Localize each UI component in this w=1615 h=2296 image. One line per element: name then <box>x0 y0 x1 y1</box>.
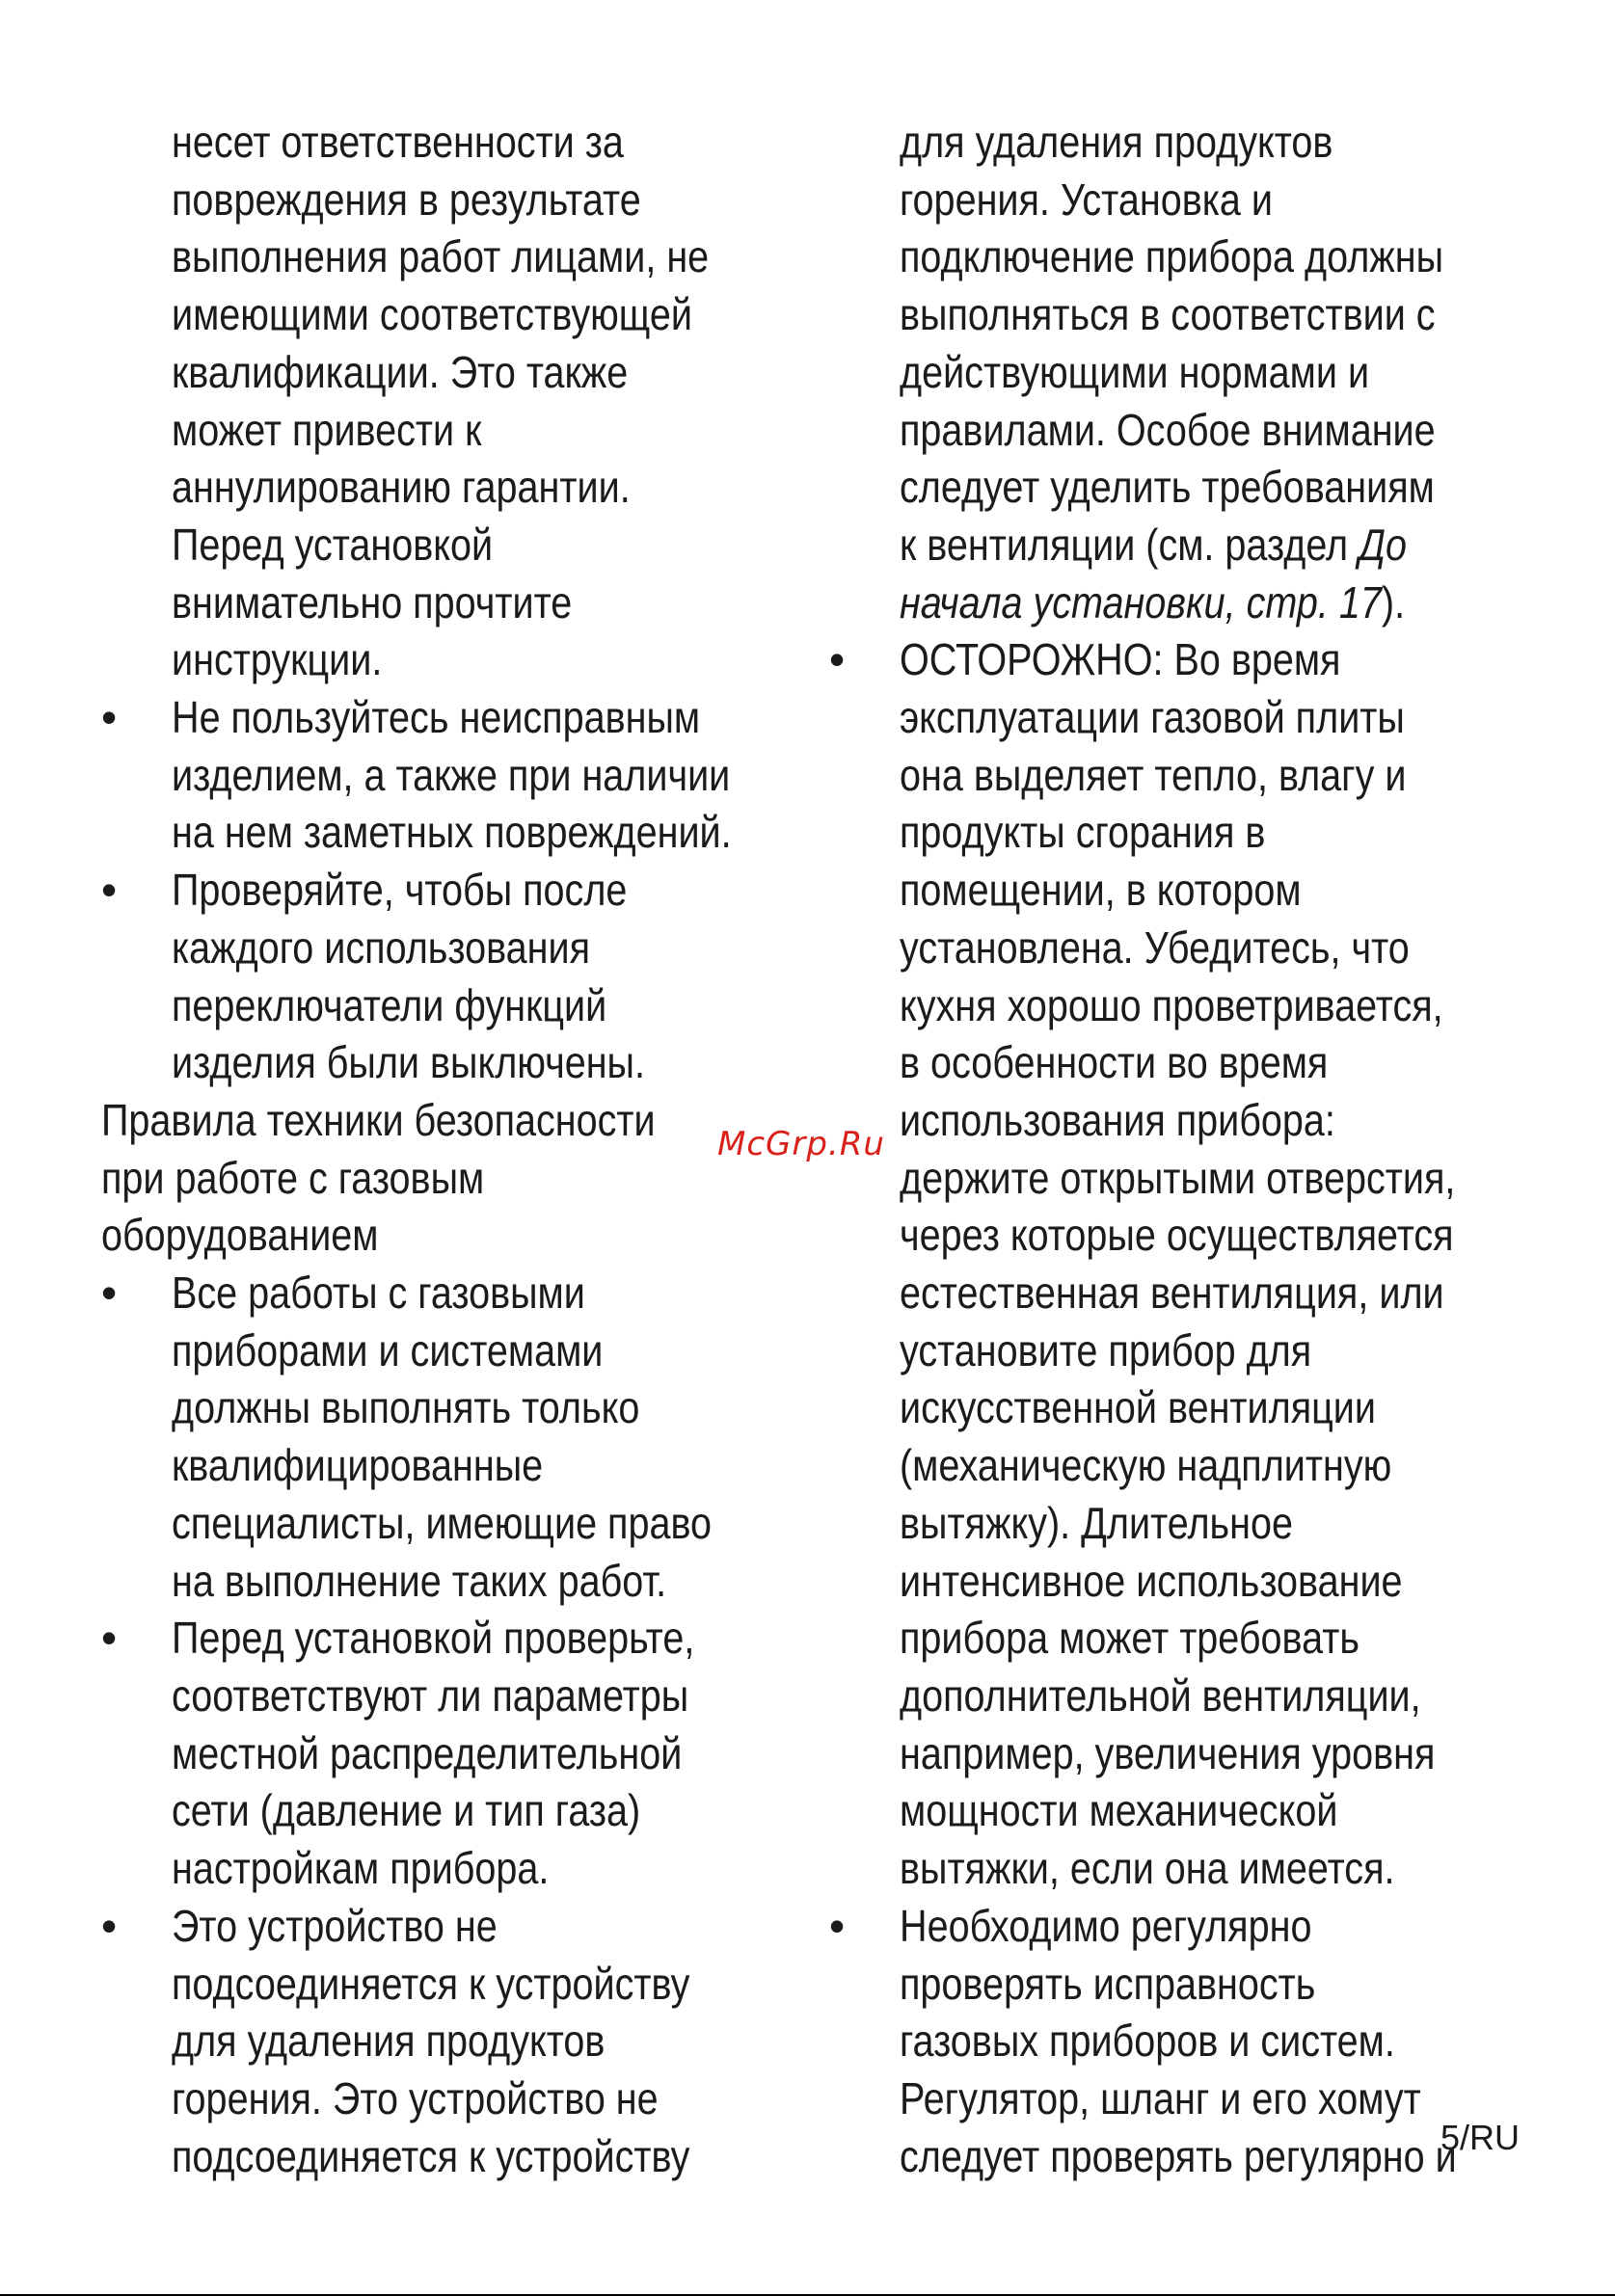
reference-prefix: к вентиляции (см. раздел <box>900 519 1359 570</box>
text-line: на нем заметных повреждений. <box>172 807 732 858</box>
text-line: правилами. Особое внимание <box>900 404 1436 455</box>
bullet-item <box>101 1610 815 1898</box>
text-line: следует уделить требованиям <box>900 462 1435 513</box>
text-line: Все работы с газовыми <box>172 1268 585 1319</box>
watermark: McGrp.Ru <box>717 1125 885 1163</box>
text-line: (механическую надплитную <box>900 1440 1392 1491</box>
bullet-icon: • <box>101 865 118 916</box>
text-line: мощности механической <box>900 1785 1338 1836</box>
bullet-icon: • <box>101 1268 118 1319</box>
reference-suffix: ). <box>1381 576 1406 627</box>
text-line: искусственной вентиляции <box>900 1382 1377 1433</box>
text-line: горения. Это устройство не <box>172 2072 659 2123</box>
reference-italic: До <box>1359 519 1407 570</box>
text-line: Необходимо регулярно <box>900 1900 1312 1951</box>
bullet-item <box>101 1265 815 1610</box>
text-line: Проверяйте, чтобы после <box>172 865 628 916</box>
text-line: выполнения работ лицами, не <box>172 231 710 282</box>
reference-line <box>900 517 1436 574</box>
text-line: специалисты, имеющие право <box>172 1497 713 1548</box>
page-number: 5/RU <box>1440 2118 1521 2157</box>
text-line: действующими нормами и <box>900 346 1370 397</box>
left-intro-paragraph <box>101 114 815 689</box>
text-line: прибора может требовать <box>900 1613 1359 1664</box>
text-line: она выделяет тепло, влагу и <box>900 749 1407 800</box>
text-line: для удаления продуктов <box>172 2016 606 2067</box>
left-column <box>101 114 815 2185</box>
right-column <box>829 114 1523 2185</box>
text-line: может привести к <box>172 404 482 455</box>
text-line: интенсивное использование <box>900 1555 1403 1606</box>
text-line: например, увеличения уровня <box>900 1727 1436 1778</box>
text-line: для удаления продуктов <box>900 117 1333 167</box>
text-line: должны выполнять только <box>172 1382 640 1433</box>
text-line: установите прибор для <box>900 1324 1312 1375</box>
text-line: помещении, в котором <box>900 865 1302 916</box>
text-line: подключение прибора должны <box>900 231 1444 282</box>
text-line: Перед установкой проверьте, <box>172 1613 695 1664</box>
bullet-item <box>101 689 815 862</box>
text-line: установлена. Убедитесь, что <box>900 921 1410 973</box>
text-line: в особенности во время <box>900 1037 1329 1088</box>
text-line: сети (давление и тип газа) <box>172 1785 641 1836</box>
text-line: квалифицированные <box>172 1440 544 1491</box>
text-line: эксплуатации газовой плиты <box>900 692 1405 743</box>
text-line: имеющими соответствующей <box>172 289 693 340</box>
text-line: следует проверять регулярно и <box>900 2130 1457 2181</box>
text-line: переключатели функций <box>172 979 607 1030</box>
text-line: использования прибора: <box>900 1094 1335 1145</box>
text-line: аннулированию гарантии. <box>172 462 631 513</box>
text-line: на выполнение таких работ. <box>172 1555 667 1606</box>
bullet-item <box>829 631 1523 1897</box>
text-line: продукты сгорания в <box>900 807 1266 858</box>
heading-line: при работе с газовым <box>101 1152 485 1203</box>
text-line: внимательно прочтите <box>172 576 573 627</box>
bullet-item <box>101 1898 815 2186</box>
section-heading <box>101 1092 815 1265</box>
text-line: квалификации. Это также <box>172 346 629 397</box>
reference-italic: начала установки, стр. 17 <box>900 576 1382 627</box>
heading-line: Правила техники безопасности <box>101 1094 656 1145</box>
text-line: проверять исправность <box>900 1958 1316 2009</box>
text-line: выполняться в соответствии с <box>900 289 1436 340</box>
text-line: Это устройство не <box>172 1900 498 1951</box>
bullet-icon: • <box>101 692 118 743</box>
text-line: приборами и системами <box>172 1324 604 1375</box>
bullet-icon: • <box>829 634 846 685</box>
text-line: повреждения в результате <box>172 174 641 225</box>
text-line: вытяжки, если она имеется. <box>900 1843 1395 1894</box>
reference-line <box>900 574 1436 632</box>
text-line: естественная вентиляция, или <box>900 1268 1444 1319</box>
text-line: изделием, а также при наличии <box>172 749 731 800</box>
text-line: несет ответственности за <box>172 117 624 167</box>
right-intro-paragraph <box>829 114 1523 631</box>
text-line: соответствуют ли параметры <box>172 1669 689 1721</box>
text-line: ОСТОРОЖНО: Во время <box>900 634 1341 685</box>
heading-line: оборудованием <box>101 1210 379 1261</box>
text-line: газовых приборов и систем. <box>900 2016 1395 2067</box>
text-line: инструкции. <box>172 634 383 685</box>
text-line: подсоединяется к устройству <box>172 1958 690 2009</box>
bullet-icon: • <box>101 1900 118 1951</box>
text-line: дополнительной вентиляции, <box>900 1669 1421 1721</box>
text-line: местной распределительной <box>172 1727 683 1778</box>
text-line: Перед установкой <box>172 519 494 570</box>
text-line: Регулятор, шланг и его хомут <box>900 2072 1421 2123</box>
text-line: настройкам прибора. <box>172 1843 550 1894</box>
text-line: горения. Установка и <box>900 174 1273 225</box>
bullet-item <box>829 1898 1523 2186</box>
text-line: каждого использования <box>172 921 591 973</box>
text-line: подсоединяется к устройству <box>172 2130 690 2181</box>
bullet-icon: • <box>829 1900 846 1951</box>
text-line: кухня хорошо проветривается, <box>900 979 1443 1030</box>
text-line: изделия были выключены. <box>172 1037 645 1088</box>
bullet-icon: • <box>101 1613 118 1664</box>
text-line: Не пользуйтесь неисправным <box>172 692 701 743</box>
text-line: вытяжку). Длительное <box>900 1497 1294 1548</box>
bullet-item <box>101 862 815 1092</box>
text-line: держите открытыми отверстия, <box>900 1152 1456 1203</box>
text-line: через которые осуществляется <box>900 1210 1454 1261</box>
